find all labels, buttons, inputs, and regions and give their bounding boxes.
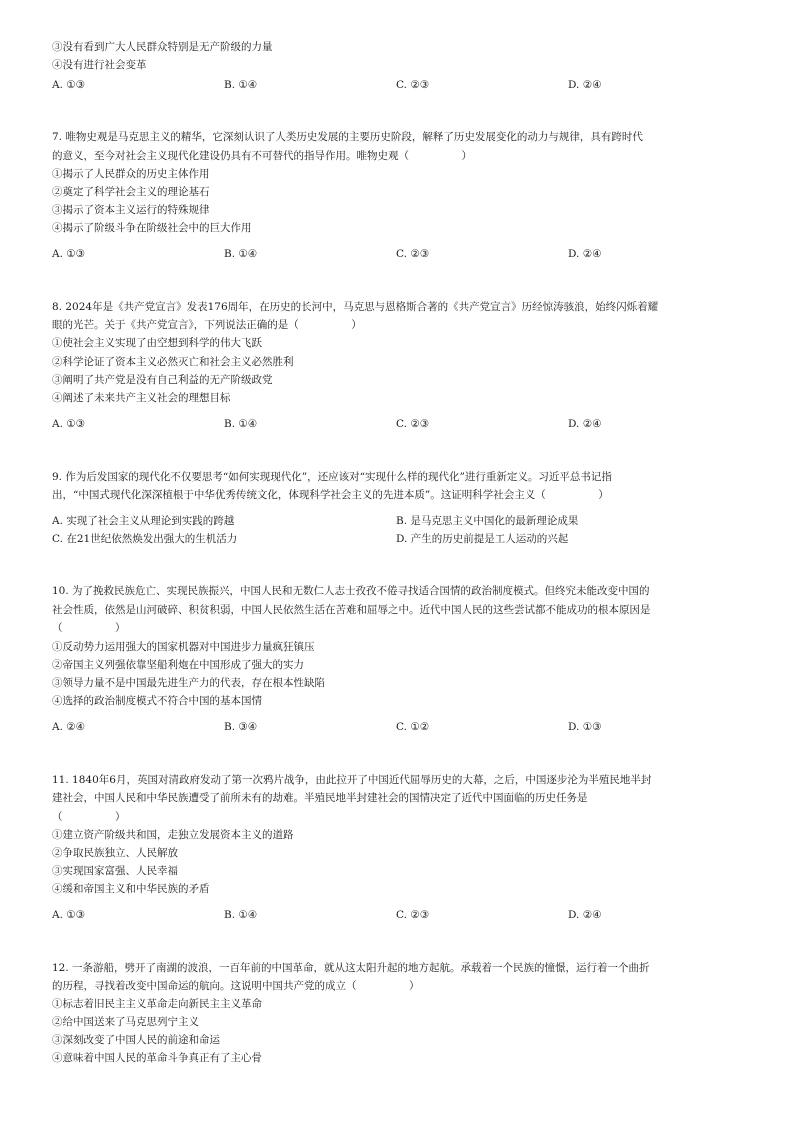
question-12-stem-line: 12. 一条游船，劈开了南湖的波浪，一百年前的中国革命，就从这太阳升起的地方起航。承载着一个民族的憧憬，运行着一个曲折 — [52, 962, 650, 974]
choice-item: ④没有进行社会变革 — [52, 59, 147, 71]
choice-item: ④缓和帝国主义和中华民族的矛盾 — [52, 883, 210, 895]
answer-options — [52, 908, 752, 922]
choice-item: ①标志着旧民主主义革命走向新民主主义革命 — [52, 998, 262, 1010]
option-d[interactable]: D. ②④ — [568, 248, 602, 260]
choice-item: ②帝国主义列强依靠坚船利炮在中国形成了强大的实力 — [52, 659, 304, 671]
choice-item: ①建立资产阶级共和国，走独立发展资本主义的道路 — [52, 829, 294, 841]
choice-item: ③实现国家富强、人民幸福 — [52, 865, 178, 877]
option-a[interactable]: A. ①③ — [52, 248, 86, 260]
option-c[interactable]: C. 在21世纪依然焕发出强大的生机活力 — [52, 533, 238, 545]
option-a[interactable]: A. ①③ — [52, 79, 86, 91]
option-a[interactable]: A. 实现了社会主义从理论到实践的跨越 — [52, 515, 235, 527]
question-11-stem-line: （ ） — [52, 811, 126, 823]
choice-item: ②奠定了科学社会主义的理论基石 — [52, 186, 210, 198]
choice-item: ③阐明了共产党是没有自己利益的无产阶级政党 — [52, 374, 273, 386]
choice-item: ②科学论证了资本主义必然灭亡和社会主义必然胜利 — [52, 356, 294, 368]
question-10-stem-line: 社会性质，依然是山河破碎、积贫积弱，中国人民依然生活在苦难和屈辱之中。近代中国人民的这些尝试都不能成功的根本原因是 — [52, 604, 651, 616]
option-b[interactable]: B. ①④ — [224, 248, 258, 260]
question-12-stem-line: 的历程，寻找着改变中国命运的航向。这说明中国共产党的成立（ ） — [52, 980, 420, 992]
choice-item: ③深刻改变了中国人民的前途和命运 — [52, 1034, 220, 1046]
question-10-stem-line: （ ） — [52, 622, 126, 634]
choice-item: ①使社会主义实现了由空想到科学的伟大飞跃 — [52, 337, 262, 349]
answer-options — [52, 514, 752, 548]
choice-item: ③揭示了资本主义运行的特殊规律 — [52, 204, 210, 216]
choice-item: ①揭示了人民群众的历史主体作用 — [52, 168, 210, 180]
option-c[interactable]: C. ②③ — [396, 418, 430, 430]
option-c[interactable]: C. ①② — [396, 721, 430, 733]
option-d[interactable]: D. 产生的历史前提是工人运动的兴起 — [396, 533, 569, 545]
option-a[interactable]: A. ①③ — [52, 418, 86, 430]
option-a[interactable]: A. ②④ — [52, 721, 86, 733]
option-b[interactable]: B. 是马克思主义中国化的最新理论成果 — [396, 515, 579, 527]
option-c[interactable]: C. ②③ — [396, 248, 430, 260]
question-9-stem-line: 出，“中国式现代化深深植根于中华优秀传统文化，体现科学社会主义的先进本质”。这证明科学社会主义（ ） — [52, 489, 609, 501]
answer-options — [52, 417, 752, 431]
choice-item: ②争取民族独立、人民解放 — [52, 847, 178, 859]
option-d[interactable]: D. ②④ — [568, 79, 602, 91]
option-d[interactable]: D. ②④ — [568, 909, 602, 921]
choice-item: ④意味着中国人民的革命斗争真正有了主心骨 — [52, 1052, 262, 1064]
option-a[interactable]: A. ①③ — [52, 909, 86, 921]
option-d[interactable]: D. ①③ — [568, 721, 602, 733]
answer-options — [52, 247, 752, 261]
question-11-stem-line: 建社会，中国人民和中华民族遭受了前所未有的劫难。半殖民地半封建社会的国情决定了近代中国面临的历史任务是 — [52, 792, 588, 804]
question-9-stem-line: 9. 作为后发国家的现代化不仅要思考“如何实现现代化”，还应该对“实现什么样的现代化”进行重新定义。习近平总书记指 — [52, 471, 612, 483]
question-7-stem-line: 7. 唯物史观是马克思主义的精华，它深刻认识了人类历史发展的主要历史阶段，解释了历史发展变化的动力与规律，具有跨时代 — [52, 131, 643, 143]
option-d[interactable]: D. ②④ — [568, 418, 602, 430]
choice-item: ③没有看到广大人民群众特别是无产阶级的力量 — [52, 41, 273, 53]
option-c[interactable]: C. ②③ — [396, 79, 430, 91]
choice-item: ③领导力量不是中国最先进生产力的代表，存在根本性缺陷 — [52, 677, 325, 689]
choice-item: ④阐述了未来共产主义社会的理想目标 — [52, 392, 231, 404]
option-b[interactable]: B. ③④ — [224, 721, 258, 733]
question-8-stem-line: 眼的光芒。关于《共产党宣言》，下列说法正确的是（ ） — [52, 319, 362, 331]
question-7-stem-line: 的意义，至今对社会主义现代化建设仍具有不可替代的指导作用。唯物史观（ ） — [52, 150, 472, 162]
choice-item: ④揭示了阶级斗争在阶级社会中的巨大作用 — [52, 222, 252, 234]
answer-options — [52, 720, 752, 734]
choice-item: ①反动势力运用强大的国家机器对中国进步力量疯狂镇压 — [52, 641, 315, 653]
question-10-stem-line: 10. 为了挽救民族危亡、实现民族振兴，中国人民和无数仁人志士孜孜不倦寻找适合国情的政治制度模式。但终究未能改变中国的 — [52, 585, 650, 597]
choice-item: ②给中国送来了马克思列宁主义 — [52, 1016, 199, 1028]
question-8-stem-line: 8. 2024年是《共产党宣言》发表176周年，在历史的长河中，马克思与恩格斯合著的《共产党宣言》历经惊涛骇浪，始终闪烁着耀 — [52, 301, 659, 313]
option-b[interactable]: B. ①④ — [224, 909, 258, 921]
answer-options — [52, 78, 752, 92]
option-c[interactable]: C. ②③ — [396, 909, 430, 921]
option-b[interactable]: B. ①④ — [224, 79, 258, 91]
option-b[interactable]: B. ①④ — [224, 418, 258, 430]
question-11-stem-line: 11. 1840年6月，英国对清政府发动了第一次鸦片战争，由此拉开了中国近代屈辱历史的大幕，之后，中国逐步沦为半殖民地半封 — [52, 774, 652, 786]
choice-item: ④选择的政治制度模式不符合中国的基本国情 — [52, 695, 262, 707]
